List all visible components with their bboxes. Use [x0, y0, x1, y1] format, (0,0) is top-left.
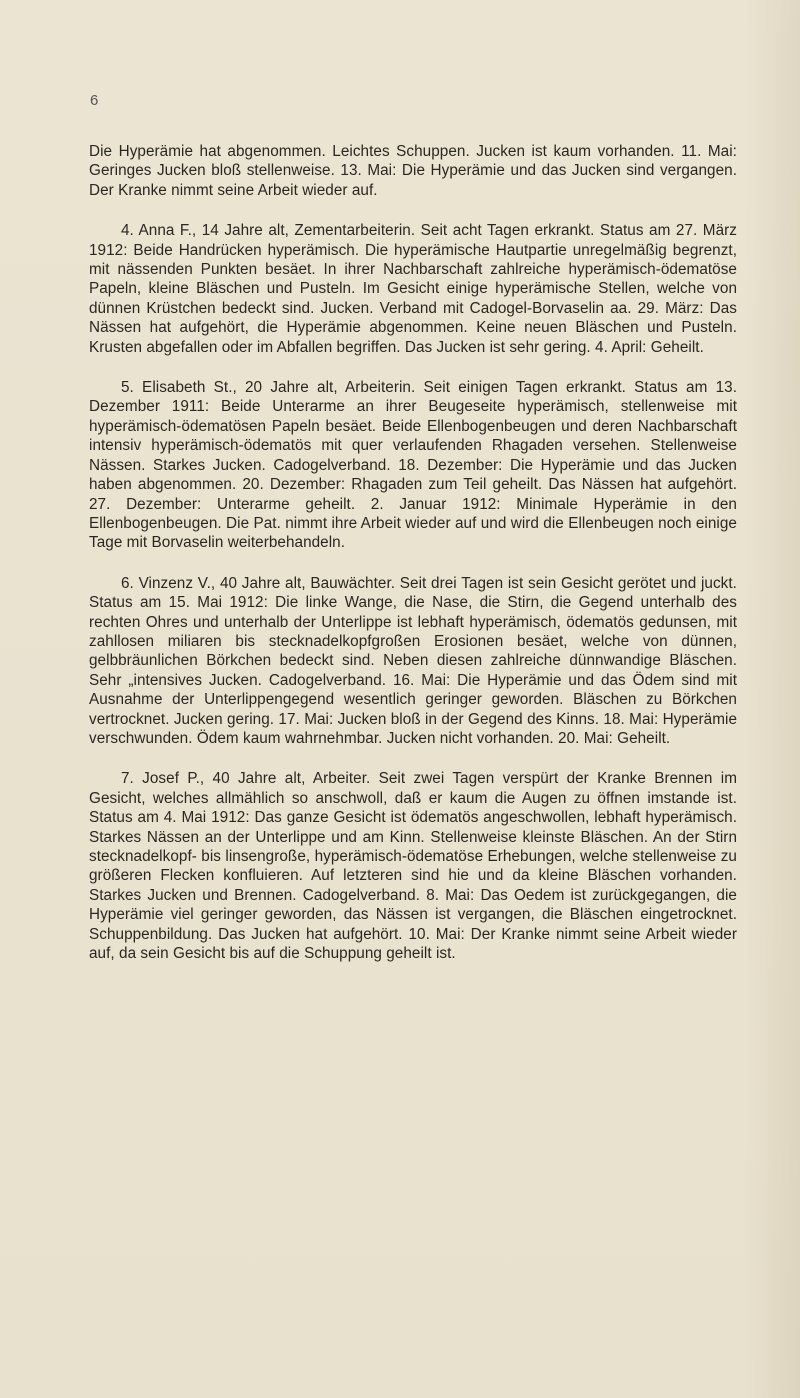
paragraph-case-7: 7. Josef P., 40 Jahre alt, Arbeiter. Seit zwei Tagen verspürt der Kranke Brennen im Gesicht, welches allmählich so anschwoll, daß er kaum die Augen zu öffnen imstande ist. Status am 4. Mai 1912: Das ganze Gesicht ist ödematös angeschwollen, lebhaft hyperämisch. Starkes Nässen an der Unterlippe und am Kinn. Stellenweise kleinste Bläschen. An der Stirn stecknadelkopf- bis linsengroße, hyperämisch-ödematöse Erhebungen, welche stellenweise zu größeren Flecken konfluieren. Auf letzteren sind hie und da kleine Bläschen vorhanden. Starkes Jucken und Brennen. Cadogelverband. 8. Mai: Das Oedem ist zurückgegangen, die Hyperämie viel geringer geworden, das Nässen ist vergangen, die Bläschen eingetrocknet. Schuppenbildung. Das Jucken hat aufgehört. 10. Mai: Der Kranke nimmt seine Arbeit wieder auf, da sein Gesicht bis auf die Schuppung geheilt ist. [89, 770, 737, 963]
paragraph-case-4: 4. Anna F., 14 Jahre alt, Zementarbeiterin. Seit acht Tagen erkrankt. Status am 27. März 1912: Beide Handrücken hyperämisch. Die hyperämische Hautpartie unregelmäßig begrenzt, mit nässenden Punkten besäet. In ihrer Nachbarschaft zahlreiche hyperämisch-ödematöse Papeln, kleine Bläschen und Pusteln. Im Gesicht einige hyperämische Stellen, welche von dünnen Krüstchen bedeckt sind. Jucken. Verband mit Cadogel-Borvaselin aa. 29. März: Das Nässen hat aufgehört, die Hyperämie abgenommen. Keine neuen Bläschen und Pusteln. Krusten abgefallen oder im Abfallen begriffen. Das Jucken ist sehr gering. 4. April: Geheilt. [89, 222, 737, 356]
paragraph-case-5: 5. Elisabeth St., 20 Jahre alt, Arbeiterin. Seit einigen Tagen erkrankt. Status am 13. Dezember 1911: Beide Unterarme an ihrer Beugeseite hyperämisch, stellenweise mit hyperämisch-ödematösen Papeln besäet. Beide Ellenbogenbeugen und deren Nachbarschaft intensiv hyperämisch-ödematös mit quer verlaufenden Rhagaden versehen. Stellenweise Nässen. Starkes Jucken. Cadogelverband. 18. Dezember: Die Hyperämie und das Jucken haben abgenommen. 20. Dezember: Rhagaden zum Teil geheilt. Das Nässen hat aufgehört. 27. Dezember: Unterarme geheilt. 2. Januar 1912: Minimale Hyperämie in den Ellenbogenbeugen. Die Pat. nimmt ihre Arbeit wieder auf und wird die Ellenbeugen noch einige Tage mit Borvaselin weiterbehandeln. [89, 379, 737, 552]
paragraph-continuation: Die Hyperämie hat abgenommen. Leichtes Schuppen. Jucken ist kaum vorhanden. 11. Mai: Geringes Jucken bloß stellenweise. 13. Mai: Die Hyperämie und das Jucken sind vergangen. Der Kranke nimmt seine Arbeit wieder auf. [89, 143, 737, 199]
text-body [89, 142, 737, 984]
page-number: 6 [90, 92, 99, 109]
paragraph-case-6: 6. Vinzenz V., 40 Jahre alt, Bauwächter. Seit drei Tagen ist sein Gesicht gerötet und juckt. Status am 15. Mai 1912: Die linke Wange, die Nase, die Stirn, die Gegend unterhalb des rechten Ohres und unterhalb der Unterlippe ist lebhaft hyperämisch, ödematös gedunsen, mit zahllosen miliaren bis stecknadelkopfgroßen Erosionen besäet, welche von dünnen, gelbbräunlichen Börkchen bedeckt sind. Neben diesen zahlreiche dünnwandige Bläschen. Sehr „intensives Jucken. Cadogelverband. 16. Mai: Die Hyperämie und das Ödem sind mit Ausnahme der Unterlippengegend wesentlich geringer geworden. Bläschen zu Börkchen vertrocknet. Jucken gering. 17. Mai: Jucken bloß in der Gegend des Kinns. 18. Mai: Hyperämie verschwunden. Ödem kaum wahrnehmbar. Jucken nicht vorhanden. 20. Mai: Geheilt. [89, 574, 737, 747]
